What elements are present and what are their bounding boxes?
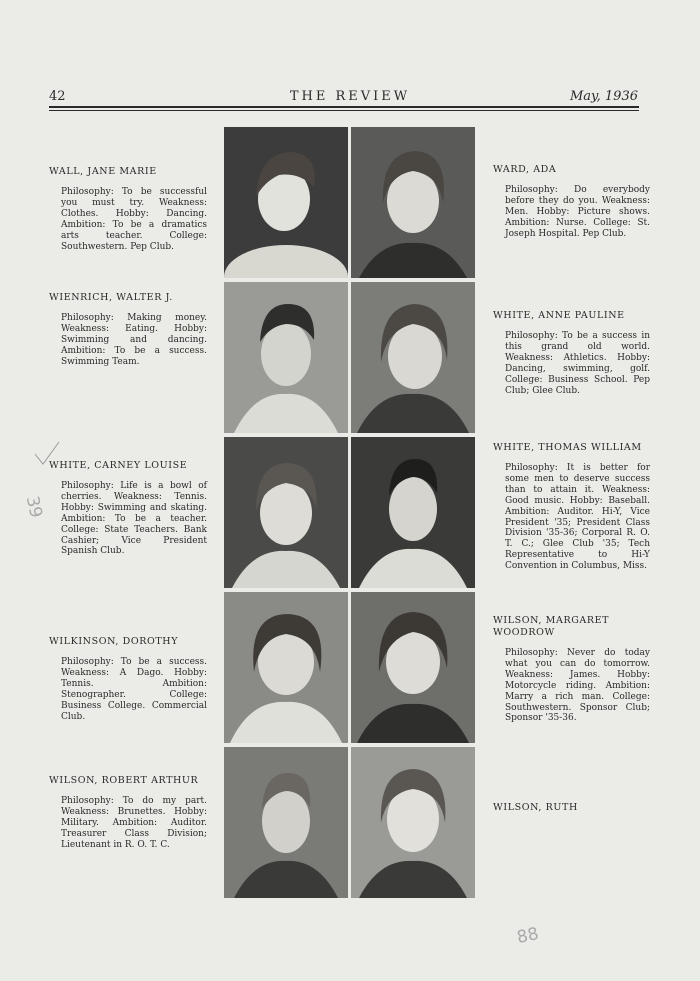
header-rule bbox=[49, 106, 639, 108]
student-name: WILKINSON, DOROTHY bbox=[49, 636, 179, 647]
student-entry-carney-white bbox=[49, 460, 207, 557]
student-bio: Philosophy: Life is a bowl of cherries. Weakness: Tennis. Hobby: Swimming and skating. Ambition: To be a teacher. College: State Teachers. Bank Cashier; Vice President Spanish Club. bbox=[61, 481, 207, 557]
student-name: WILSON, ROBERT ARTHUR bbox=[49, 775, 199, 786]
student-name: WHITE, CARNEY LOUISE bbox=[49, 460, 188, 471]
portrait-photo-wilkinson bbox=[224, 592, 348, 743]
student-name: WARD, ADA bbox=[493, 164, 557, 175]
student-name: WALL, JANE MARIE bbox=[49, 166, 157, 177]
student-entry-wall bbox=[49, 166, 207, 252]
student-bio: Philosophy: To be a success in this grand old world. Weakness: Athletics. Hobby: Dancing, swimming, golf. College: Business School. Pep Club; Glee Club. bbox=[505, 331, 650, 396]
pencil-bottom-mark: 88 bbox=[515, 923, 541, 949]
page-number: 42 bbox=[49, 89, 66, 104]
student-name: WILSON, MARGARET WOODROW bbox=[493, 615, 610, 638]
portrait-photo-anne-white bbox=[351, 282, 475, 433]
student-entry-wienrich bbox=[49, 292, 207, 368]
portrait-photo-wall bbox=[224, 127, 348, 278]
student-bio: Philosophy: Making money. Weakness: Eating. Hobby: Swimming and dancing. Ambition: To be a success. Swimming Team. bbox=[61, 313, 207, 367]
student-entry-wilkinson bbox=[49, 636, 207, 722]
student-name: WIENRICH, WALTER J. bbox=[49, 292, 173, 303]
student-bio: Philosophy: To do my part. Weakness: Brunettes. Hobby: Military. Ambition: Auditor. Treasurer Class Division; Lieutenant in R. O. T. C. bbox=[61, 796, 207, 850]
student-bio: Philosophy: To be a success. Weakness: A Dago. Hobby: Tennis. Ambition: Stenographer. College: Business College. Commercial Club. bbox=[61, 657, 207, 722]
student-bio: Philosophy: It is better for some men to deserve success than to attain it. Weakness: Good music. Hobby: Baseball. Ambition: Auditor. Hi-Y, Vice President '35; President Class Division '35-36; Corporal R. O. T. C.; Glee Club '35; Tech Representative to Hi-Y Convention in Columbus, Miss. bbox=[505, 463, 650, 572]
portrait-photo-ruth-wilson bbox=[351, 747, 475, 898]
portrait-photo-ward bbox=[351, 127, 475, 278]
student-name: WILSON, RUTH bbox=[493, 802, 578, 813]
student-entry-ruth-wilson bbox=[493, 802, 650, 814]
journal-title: THE REVIEW bbox=[289, 89, 411, 104]
portrait-photo-margaret-wilson bbox=[351, 592, 475, 743]
header-rule-thin bbox=[49, 110, 639, 111]
pencil-margin-number: 39 bbox=[21, 494, 46, 520]
student-bio: Philosophy: To be successful you must try. Weakness: Clothes. Hobby: Dancing. Ambition: To be a dramatics arts teacher. College: Southwestern. Pep Club. bbox=[61, 187, 207, 252]
student-entry-margaret-wilson bbox=[493, 615, 650, 724]
student-entry-robert-wilson bbox=[49, 775, 207, 851]
student-bio: Philosophy: Never do today what you can do tomorrow. Weakness: James. Hobby: Motorcycle riding. Ambition: Marry a rich man. College: Southwestern. Sponsor Club; Sponsor '35-36. bbox=[505, 648, 650, 724]
student-name: WHITE, ANNE PAULINE bbox=[493, 310, 625, 321]
student-entry-anne-white bbox=[493, 310, 650, 396]
portrait-photo-thomas-white bbox=[351, 437, 475, 588]
student-entry-thomas-white bbox=[493, 442, 650, 572]
pencil-check-mark bbox=[33, 440, 61, 466]
student-bio: Philosophy: Do everybody before they do you. Weakness: Men. Hobby: Picture shows. Ambition: Nurse. College: St. Joseph Hospital. Pep Club. bbox=[505, 185, 650, 239]
student-entry-ward bbox=[493, 164, 650, 240]
student-name: WHITE, THOMAS WILLIAM bbox=[493, 442, 642, 453]
issue-date: May, 1936 bbox=[569, 89, 638, 104]
portrait-photo-robert-wilson bbox=[224, 747, 348, 898]
portrait-photo-wienrich bbox=[224, 282, 348, 433]
portrait-photo-carney-white bbox=[224, 437, 348, 588]
